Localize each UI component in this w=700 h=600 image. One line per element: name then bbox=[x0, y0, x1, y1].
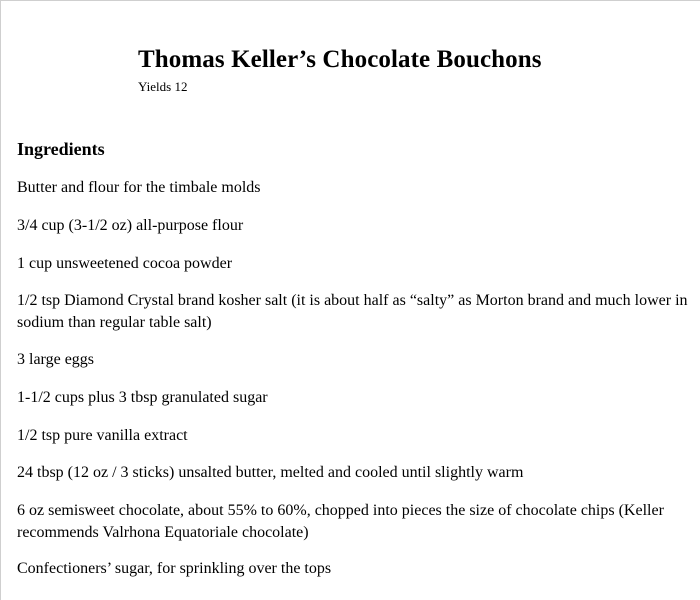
ingredient-line: 3 large eggs bbox=[17, 351, 95, 368]
ingredient-item bbox=[17, 177, 261, 199]
ingredient-item bbox=[17, 387, 268, 409]
ingredient-line: 1-1/2 cups plus 3 tbsp granulated sugar bbox=[17, 389, 268, 406]
ingredient-line: 3/4 cup (3-1/2 oz) all-purpose flour bbox=[17, 217, 244, 234]
ingredient-item bbox=[17, 425, 188, 447]
ingredient-line: sodium than regular table salt) bbox=[17, 314, 212, 331]
ingredient-item bbox=[17, 500, 664, 544]
ingredient-line: Butter and flour for the timbale molds bbox=[17, 179, 261, 196]
recipe-yield: Yields 12 bbox=[138, 79, 188, 94]
ingredient-item bbox=[17, 290, 688, 334]
ingredient-line: 1/2 tsp pure vanilla extract bbox=[17, 427, 188, 444]
ingredient-line: Confectioners’ sugar, for sprinkling over the tops bbox=[17, 560, 332, 577]
ingredients-heading: Ingredients bbox=[17, 139, 105, 159]
ingredient-item bbox=[17, 462, 523, 484]
ingredient-line: 24 tbsp (12 oz / 3 sticks) unsalted butter, melted and cooled until slightly warm bbox=[17, 464, 524, 481]
ingredient-line: 6 oz semisweet chocolate, about 55% to 60%, chopped into pieces the size of chocolate chips (Keller bbox=[17, 502, 664, 519]
ingredient-item bbox=[17, 558, 331, 580]
ingredient-line: 1/2 tsp Diamond Crystal brand kosher salt (it is about half as “salty” as Morton brand and much lower in bbox=[17, 292, 688, 309]
ingredient-line: 1 cup unsweetened cocoa powder bbox=[17, 255, 233, 272]
ingredient-item bbox=[17, 349, 94, 371]
recipe-title: Thomas Keller’s Chocolate Bouchons bbox=[138, 46, 542, 73]
ingredient-item bbox=[17, 215, 243, 237]
ingredient-item bbox=[17, 253, 232, 275]
ingredient-line: recommends Valrhona Equatoriale chocolate) bbox=[17, 524, 309, 541]
